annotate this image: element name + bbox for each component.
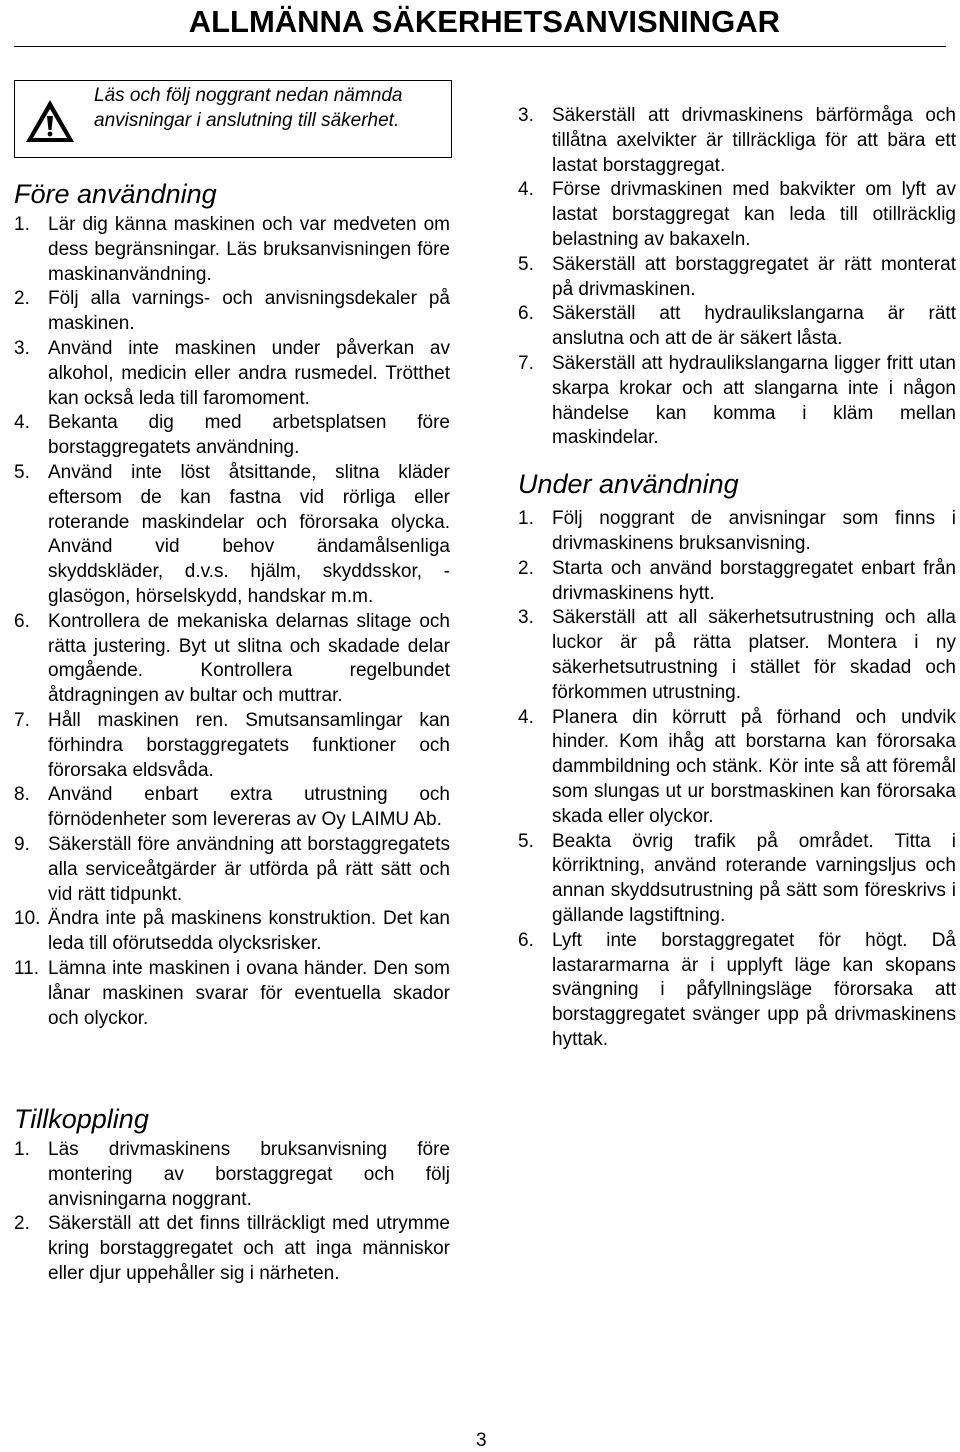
list-item-number: 7. bbox=[518, 352, 534, 374]
before-use-section bbox=[14, 175, 450, 1031]
list-item-number: 4. bbox=[518, 179, 534, 201]
list-item bbox=[14, 1138, 450, 1212]
list-item-text: Lyft inte borstaggregatet för högt. Då lastararmarna är i upplyft läge kan skopans svängning i påfyllningsläge förorsaka att borstaggregatet svänger upp på drivmaskinens hyttak. bbox=[552, 929, 956, 1050]
list-item-number: 6. bbox=[14, 610, 30, 632]
warning-triangle-icon bbox=[24, 98, 76, 144]
list-item-number: 3. bbox=[518, 607, 534, 629]
list-item-text: Håll maskinen ren. Smutsansamlingar kan förhindra borstaggregatets funktioner och förorsaka eldsvåda. bbox=[48, 709, 450, 781]
list-item-number: 5. bbox=[518, 830, 534, 852]
list-item-number: 1. bbox=[518, 508, 534, 530]
list-item bbox=[518, 104, 956, 178]
list-item bbox=[518, 606, 956, 705]
list-item bbox=[14, 783, 450, 833]
list-item-text: Använd enbart extra utrustning och förnödenheter som levereras av Oy LAIMU Ab. bbox=[48, 784, 450, 831]
list-item bbox=[14, 957, 450, 1031]
list-item-text: Läs drivmaskinens bruksanvisning före montering av borstaggregat och följ anvisningarna noggrant. bbox=[48, 1139, 450, 1210]
list-item-number: 2. bbox=[14, 288, 30, 310]
list-item-number: 11. bbox=[14, 957, 40, 979]
list-item bbox=[14, 709, 450, 783]
list-item-text: Säkerställ att borstaggregatet är rätt monterat på drivmaskinen. bbox=[552, 253, 956, 300]
list-item-number: 3. bbox=[14, 337, 30, 359]
list-item-number: 6. bbox=[518, 929, 534, 951]
list-item-text: Använd inte löst åtsittande, slitna kläder eftersom de kan fastna vid rörliga eller roterande maskindelar och förorsaka olycka. Använd vid behov ändamålsenliga skyddskläder, d.v.s. hjälm, skyddsskor, -glasögon, hörselskydd, handskar m.m. bbox=[48, 461, 450, 607]
list-item-text: Kontrollera de mekaniska delarnas slitage och rätta justering. Byt ut slitna och skadade delar omgående. Kontrollera regelbundet åtdragningen av bultar och muttrar. bbox=[48, 610, 450, 707]
list-item bbox=[14, 411, 450, 461]
list-item bbox=[14, 287, 450, 337]
list-item-text: Lär dig känna maskinen och var medveten om dess begränsningar. Läs bruksanvisningen före maskinanvändning. bbox=[48, 214, 450, 285]
during-use-list bbox=[518, 507, 956, 1053]
list-item-number: 7. bbox=[14, 709, 30, 731]
right-column bbox=[518, 104, 956, 1053]
coupling-list bbox=[14, 1138, 450, 1287]
list-item bbox=[14, 907, 450, 957]
list-item bbox=[14, 461, 450, 610]
title-rule bbox=[14, 46, 946, 47]
list-item-text: Lämna inte maskinen i ovana händer. Den som lånar maskinen svarar för eventuella skador och olyckor. bbox=[48, 957, 450, 1029]
list-item-text: Starta och använd borstaggregatet enbart från drivmaskinens hytt. bbox=[552, 557, 956, 604]
list-item-text: Beakta övrig trafik på området. Titta i körriktning, använd roterande varningsljus och annan skyddsutrustning på sätt som föreskrivs i gällande lagstiftning. bbox=[552, 830, 956, 926]
list-item-text: Förse drivmaskinen med bakvikter om lyft av lastat borstaggregat kan leda till otillräcklig belastning av bakaxeln. bbox=[552, 179, 956, 250]
list-item bbox=[14, 610, 450, 709]
page-title: ALLMÄNNA SÄKERHETSANVISNINGAR bbox=[188, 4, 780, 39]
list-item bbox=[14, 337, 450, 411]
list-item bbox=[14, 213, 450, 287]
list-item-number: 4. bbox=[518, 706, 534, 728]
list-item-text: Följ noggrant de anvisningar som finns i drivmaskinens bruksanvisning. bbox=[552, 508, 956, 554]
list-item-text: Bekanta dig med arbetsplatsen före borstaggregatets användning. bbox=[48, 412, 450, 459]
list-item bbox=[518, 302, 956, 352]
section-heading-before-use: Före användning bbox=[14, 179, 217, 209]
before-use-list bbox=[14, 213, 450, 1031]
list-item-number: 8. bbox=[14, 784, 30, 806]
coupling-list-continued bbox=[518, 104, 956, 451]
list-item bbox=[14, 833, 450, 907]
list-item bbox=[518, 352, 956, 451]
warning-text: Läs och följ noggrant nedan nämnda anvisningar i anslutning till säkerhet. bbox=[94, 85, 403, 131]
list-item-text: Säkerställ att det finns tillräckligt med utrymme kring borstaggregatet och att inga människor eller djur uppehåller sig i närheten. bbox=[48, 1213, 450, 1284]
list-item-text: Planera din körrutt på förhand och undvik hinder. Kom ihåg att borstarna kan förorsaka dammbildning och stänk. Kör inte så att föremål som slungas ut ur borstmaskinen kan förorsaka skada eller olyckor. bbox=[552, 706, 956, 827]
list-item-number: 1. bbox=[14, 214, 30, 235]
list-item bbox=[518, 706, 956, 830]
warning-box bbox=[14, 80, 452, 158]
list-item-text: Ändra inte på maskinens konstruktion. Det kan leda till oförutsedda olycksrisker. bbox=[48, 908, 450, 955]
list-item bbox=[518, 253, 956, 303]
list-item-number: 9. bbox=[14, 833, 30, 855]
list-item-number: 5. bbox=[518, 253, 534, 275]
list-item bbox=[518, 929, 956, 1053]
list-item-number: 10. bbox=[14, 908, 41, 930]
list-item-text: Säkerställ att drivmaskinens bärförmåga och tillåtna axelvikter är tillräckliga för att bära ett lastat borstaggregat. bbox=[552, 105, 956, 176]
list-item bbox=[14, 1212, 450, 1286]
list-item-number: 5. bbox=[14, 461, 30, 483]
section-heading-during-use: Under användning bbox=[518, 469, 739, 500]
list-item-text: Säkerställ att hydraulikslangarna ligger fritt utan skarpa krokar och att slangarna inte i någon händelse kan komma i kläm mellan maskindelar. bbox=[552, 352, 956, 449]
list-item-text: Säkerställ att all säkerhetsutrustning och alla luckor är på rätta platser. Montera i ny säkerhetsutrustning i stället för skadad och förkommen utrustning. bbox=[552, 607, 956, 703]
page-number: 3 bbox=[476, 1430, 487, 1451]
list-item-number: 1. bbox=[14, 1139, 30, 1160]
list-item bbox=[518, 178, 956, 252]
list-item-number: 6. bbox=[518, 303, 534, 325]
list-item-number: 4. bbox=[14, 412, 30, 434]
list-item-text: Säkerställ att hydraulikslangarna är rätt anslutna och att de är säkert låsta. bbox=[552, 303, 956, 350]
coupling-section bbox=[14, 1100, 450, 1287]
list-item-number: 2. bbox=[518, 557, 534, 579]
list-item-number: 3. bbox=[518, 105, 534, 126]
list-item bbox=[518, 507, 956, 557]
list-item-text: Följ alla varnings- och anvisningsdekaler på maskinen. bbox=[48, 288, 450, 335]
section-heading-coupling: Tillkoppling bbox=[14, 1104, 149, 1134]
list-item-number: 2. bbox=[14, 1213, 30, 1235]
list-item bbox=[518, 557, 956, 607]
list-item-text: Använd inte maskinen under påverkan av alkohol, medicin eller andra rusmedel. Trötthet kan också leda till faromoment. bbox=[48, 337, 450, 409]
list-item bbox=[518, 830, 956, 929]
list-item-text: Säkerställ före användning att borstaggregatets alla serviceåtgärder är utförda på rätt sätt och vid rätt tidpunkt. bbox=[48, 833, 450, 905]
